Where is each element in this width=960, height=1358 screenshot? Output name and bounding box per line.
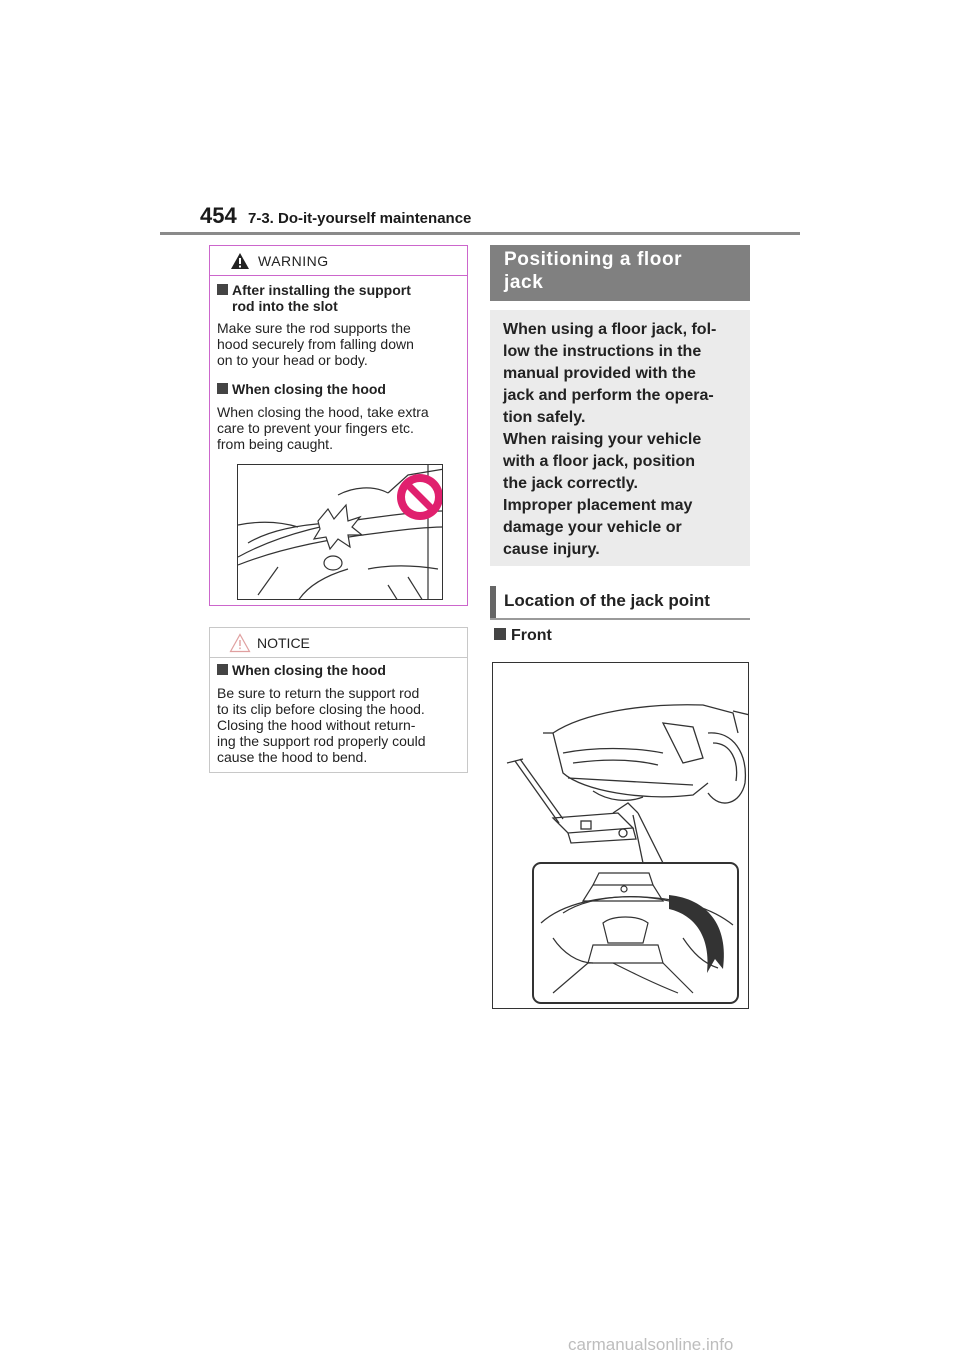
section-title: 7-3. Do-it-yourself maintenance: [248, 210, 472, 227]
square-bullet-icon: [217, 664, 228, 675]
header-rule: [160, 232, 800, 235]
warning-item-2-heading: When closing the hood: [217, 381, 386, 397]
positioning-summary: [490, 310, 750, 566]
jack-point-title: Location of the jack point: [504, 591, 710, 610]
floor-jack-drawing: [493, 663, 749, 1009]
heading-bar: [490, 586, 496, 618]
notice-header: [210, 628, 467, 658]
warning-item-1-text: Make sure the rod supports the hood securely from falling down on to your head or body.: [217, 320, 414, 368]
warning-item-1-heading: After installing the support rod into the slot: [217, 282, 411, 314]
watermark-text: carmanualsonline.info: [568, 1335, 734, 1354]
front-label: Front: [494, 627, 552, 645]
warning-header: [210, 246, 467, 276]
front-jack-point-illustration: [492, 662, 749, 1009]
notice-box: [209, 627, 468, 773]
positioning-text: When using a floor jack, fol- low the instructions in the manual provided with the jack and perform the opera- tion safely. When raising your vehicle with a floor jack, position the jack correctly. Improper placement may damage your vehicle or cause injury.: [503, 321, 717, 558]
caution-triangle-outline-icon: [229, 633, 251, 653]
warning-box: [209, 245, 468, 606]
notice-text: Be sure to return the support rod to its clip before closing the hood. Closing the hood without return- ing the support rod properly could cause the hood to bend.: [217, 685, 426, 765]
page-number: 454: [200, 203, 237, 228]
notice-heading: When closing the hood: [217, 662, 386, 678]
warning-item-2-text: When closing the hood, take extra care to prevent your fingers etc. from being caught.: [217, 404, 429, 452]
jack-point-heading: [490, 586, 750, 620]
notice-title: NOTICE: [257, 635, 310, 651]
hood-pinch-drawing: [238, 465, 443, 600]
hood-pinch-illustration: [237, 464, 443, 600]
square-bullet-icon: [217, 284, 228, 295]
square-bullet-icon: [217, 383, 228, 394]
square-bullet-icon: [494, 628, 506, 640]
positioning-banner: [490, 245, 750, 301]
warning-title: WARNING: [258, 253, 329, 269]
warning-triangle-icon: [230, 252, 250, 270]
positioning-title: Positioning a floor jack: [504, 249, 683, 293]
